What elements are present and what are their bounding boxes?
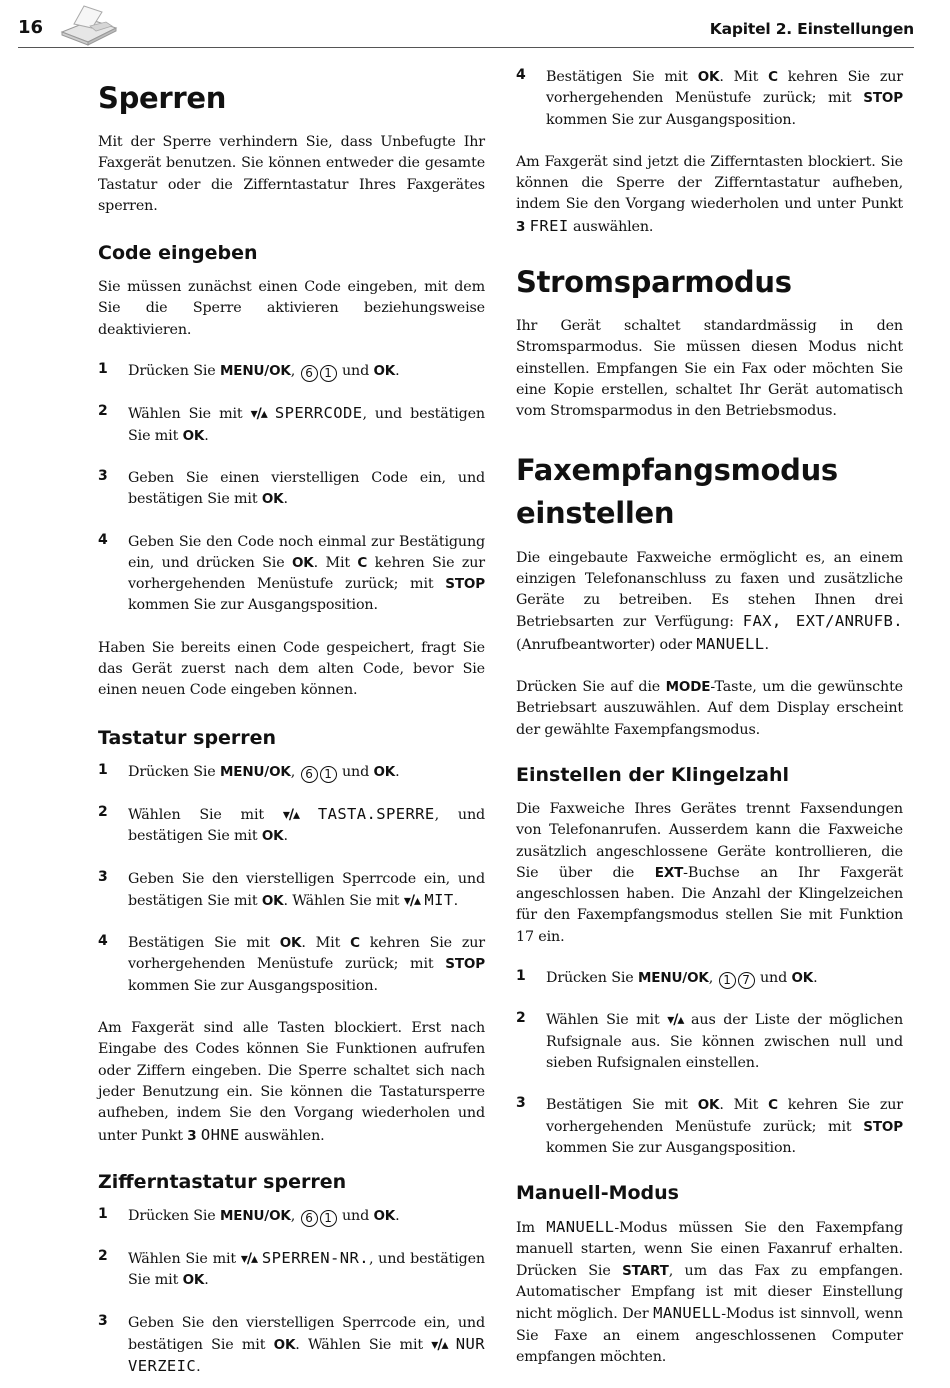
digit-key: 7 xyxy=(738,972,755,989)
display-text: MIT xyxy=(424,890,454,909)
page-header xyxy=(18,12,914,48)
chapter-title: Kapitel 2. Einstellungen xyxy=(709,20,914,38)
digit-key: 1 xyxy=(320,365,337,382)
ok-key: OK xyxy=(291,554,314,571)
code-intro: Sie müssen zunächst einen Code eingeben, mit dem Sie die Sperre aktivieren beziehungsweise deaktivieren. xyxy=(98,279,485,338)
display-text: NUR VERZEIC xyxy=(128,1334,485,1376)
tastatur-step-4: 4 Bestätigen Sie mit OK. Mit C kehren Sie zur vorhergehenden Menüstufe zurück; mit STOP kommen Sie zur Ausgangsposition. xyxy=(98,933,485,994)
digit-key: 1 xyxy=(719,972,736,989)
klingel-step-1: 1 Drücken Sie MENU/OK, 1 7 und OK. xyxy=(516,968,818,988)
display-text: MANUELL xyxy=(546,1218,615,1237)
ok-key: OK xyxy=(791,970,814,987)
display-text: SPERRCODE xyxy=(274,404,363,423)
menu-ok-key: MENU/OK xyxy=(219,363,291,380)
ziffern-after-text: Am Faxgerät sind jetzt die Zifferntasten blockiert. Sie können die Sperre der Zifferntastatur aufheben, indem Sie den Vorgang wiederholen und unter Punkt 3 FREI auswählen. xyxy=(516,153,903,235)
manuell-paragraph: Im MANUELL-Modus müssen Sie den Faxempfang manuell starten, wenn Sie einen Faxanruf erhalten. Drücken Sie START, um das Fax zu empfangen. Automatischer Empfang ist mit dieser Einstellung nicht möglich. Der MANUELL-Modus ist sinnvoll, wenn Sie Faxe an einem angeschlossenen Computer empfangen möchten. xyxy=(516,1218,903,1365)
section-title-faxempfangsmodus: Faxempfangsmodus einstellen xyxy=(516,452,838,530)
ziffern-step-1: 1 Drücken Sie MENU/OK, 6 1 und OK. xyxy=(98,1205,400,1225)
section-title-sperren: Sperren xyxy=(98,81,227,115)
stop-key: STOP xyxy=(445,576,485,593)
navigation-arrows-icon: ▾/▴ xyxy=(667,1012,684,1029)
ext-key: EXT xyxy=(654,864,684,881)
faxmodus-paragraph-1: Die eingebaute Faxweiche ermöglicht es, an einem einzigen Telefonanschluss zu faxen und zusätzliche Geräte zu betreiben. Es stehen Ihnen drei Betriebsarten zur Verfügung: FAX, EXT/ANRUFB. (Anrufbeantworter) oder MANUELL. xyxy=(516,549,903,653)
sperren-intro: Mit der Sperre verhindern Sie, dass Unbefugte Ihr Faxgerät benutzen. Sie können entweder die gesamte Tastatur oder die Zifferntastatur Ihres Faxgerätes sperren. xyxy=(98,134,485,214)
ziffern-step-3: 3 Geben Sie den vierstelligen Sperrcode ein, und bestätigen Sie mit OK. Wählen Sie mit ▾/▴ NUR VERZEIC. xyxy=(98,1312,485,1376)
subheading-klingelzahl: Einstellen der Klingelzahl xyxy=(516,763,790,786)
stop-key: STOP xyxy=(863,1118,903,1135)
navigation-arrows-icon: ▾/▴ xyxy=(431,1336,448,1353)
display-text: MANUELL xyxy=(696,634,765,653)
code-step-4: 4 Geben Sie den Code noch einmal zur Bestätigung ein, und drücken Sie OK. Mit C kehren Sie zur vorhergehenden Menüstufe zurück; mit STOP kommen Sie zur Ausgangsposition. xyxy=(98,531,485,614)
c-key: C xyxy=(768,1097,778,1114)
tastatur-step-2: 2 Wählen Sie mit ▾/▴ TASTA.SPERRE, und bestätigen Sie mit OK. xyxy=(98,803,485,845)
code-after-text: Haben Sie bereits einen Code gespeichert, fragt Sie das Gerät zuerst nach dem alten Code, bevor Sie einen neuen Code eingeben können. xyxy=(98,639,485,699)
ok-key: OK xyxy=(261,491,284,508)
ok-key: OK xyxy=(373,763,396,780)
ok-key: OK xyxy=(279,935,302,952)
c-key: C xyxy=(350,935,360,952)
menu-ok-key: MENU/OK xyxy=(637,970,709,987)
digit-key: 6 xyxy=(301,1210,318,1227)
display-text: SPERREN-NR. xyxy=(261,1249,369,1268)
faxmodus-paragraph-2: Drücken Sie auf die MODE-Taste, um die gewünschte Betriebsart auszuwählen. Auf dem Display erscheint der gewählte Faxempfangsmodus. xyxy=(516,679,903,738)
ziffern-step-4: 4 Bestätigen Sie mit OK. Mit C kehren Sie zur vorhergehenden Menüstufe zurück; mit STOP kommen Sie zur Ausgangsposition. xyxy=(516,67,903,128)
subheading-tastatur-sperren: Tastatur sperren xyxy=(98,726,277,749)
navigation-arrows-icon: ▾/▴ xyxy=(240,1251,258,1268)
tastatur-step-3: 3 Geben Sie den vierstelligen Sperrcode ein, und bestätigen Sie mit OK. Wählen Sie mit ▾/▴ MIT. xyxy=(98,868,485,909)
ok-key: OK xyxy=(261,828,284,845)
digit-key: 1 xyxy=(320,766,337,783)
ok-key: OK xyxy=(697,1097,720,1114)
ok-key: OK xyxy=(182,1272,205,1289)
display-text: FREI xyxy=(529,216,569,235)
menu-ok-key: MENU/OK xyxy=(219,763,291,780)
display-text: MANUELL xyxy=(653,1304,722,1323)
start-key: START xyxy=(622,1262,669,1279)
subheading-code-eingeben: Code eingeben xyxy=(98,242,258,265)
klingelzahl-paragraph: Die Faxweiche Ihres Gerätes trennt Faxsendungen von Telefonanrufen. Ausserdem kann die Faxweiche zusätzlich angeschlossene Geräte kontrollieren, die Sie über die EXT-Buchse an Ihr Faxgerät angeschlossen haben. Die Anzahl der Klingelzeichen für den Faxempfangsmodus stellen Sie mit Funktion 17 ein. xyxy=(516,800,903,945)
right-column xyxy=(516,64,903,1368)
stop-key: STOP xyxy=(863,90,903,107)
ok-key: OK xyxy=(261,892,284,909)
navigation-arrows-icon: ▾/▴ xyxy=(282,806,300,823)
navigation-arrows-icon: ▾/▴ xyxy=(250,406,267,423)
ok-key: OK xyxy=(697,69,720,85)
stop-key: STOP xyxy=(445,956,485,973)
page-number: 16 xyxy=(18,17,44,38)
c-key: C xyxy=(357,554,368,571)
ok-key: OK xyxy=(182,427,205,444)
display-text: OHNE xyxy=(200,1125,240,1144)
fax-machine-icon xyxy=(56,4,122,46)
digit-key: 6 xyxy=(301,766,318,783)
tastatur-after-text: Am Faxgerät sind alle Tasten blockiert. Erst nach Eingabe des Codes können Sie Funktionen aufrufen oder Ziffern eingeben. Die Sperre schaltet sich nach jeder Benutzung ein. Sie können die Tastatursperre aufheben, indem Sie den Vorgang wiederholen und unter Punkt 3 OHNE auswählen. xyxy=(98,1020,485,1144)
left-column xyxy=(98,64,485,1379)
display-text: TASTA.SPERRE xyxy=(317,804,435,823)
code-step-1: 1 Drücken Sie MENU/OK, 6 1 und OK. xyxy=(98,361,400,381)
ok-key: OK xyxy=(373,1207,396,1224)
subheading-manuell-modus: Manuell-Modus xyxy=(516,1182,679,1205)
ok-key: OK xyxy=(373,363,396,380)
digit-key: 6 xyxy=(301,365,318,382)
code-step-2: 2 Wählen Sie mit ▾/▴ SPERRCODE, und bestätigen Sie mit OK. xyxy=(98,403,485,444)
code-step-3: 3 Geben Sie einen vierstelligen Code ein, und bestätigen Sie mit OK. xyxy=(98,467,485,508)
menu-ok-key: MENU/OK xyxy=(219,1207,291,1224)
section-title-stromsparmodus: Stromsparmodus xyxy=(516,265,792,300)
subheading-zifferntastatur-sperren: Zifferntastatur sperren xyxy=(98,1170,347,1193)
stromsparmodus-text: Ihr Gerät schaltet standardmässig in den Stromsparmodus. Sie müssen diesen Modus nicht einstellen. Empfangen Sie ein Fax oder möchten Sie eine Kopie erstellen, schaltet Ihr Gerät automatisch vom Stromsparmodus in den Betriebsmodus. xyxy=(516,318,903,420)
ziffern-step-2: 2 Wählen Sie mit ▾/▴ SPERREN-NR., und bestätigen Sie mit OK. xyxy=(98,1248,485,1289)
klingel-step-2: 2 Wählen Sie mit ▾/▴ aus der Liste der möglichen Rufsignale aus. Sie können zwischen null und sieben Rufsignalen einstellen. xyxy=(516,1010,903,1071)
c-key: C xyxy=(768,69,778,85)
navigation-arrows-icon: ▾/▴ xyxy=(403,892,420,909)
ok-key: OK xyxy=(273,1336,296,1353)
mode-key: MODE xyxy=(665,679,711,696)
display-text: FAX, EXT/ANRUFB. xyxy=(742,612,903,631)
digit-key: 1 xyxy=(320,1210,337,1227)
klingel-step-3: 3 Bestätigen Sie mit OK. Mit C kehren Sie zur vorhergehenden Menüstufe zurück; mit STOP kommen Sie zur Ausgangsposition. xyxy=(516,1095,903,1156)
tastatur-step-1: 1 Drücken Sie MENU/OK, 6 1 und OK. xyxy=(98,761,400,781)
